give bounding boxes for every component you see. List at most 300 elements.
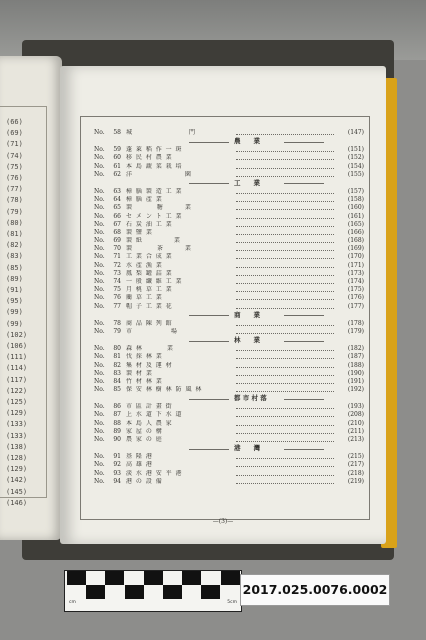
dot-leader xyxy=(236,403,334,409)
toc-entry xyxy=(94,386,364,394)
entry-page: (208) xyxy=(347,411,364,419)
toc-entry xyxy=(94,478,364,486)
toc-entry xyxy=(94,353,364,361)
dot-leader xyxy=(236,245,334,251)
scale-square xyxy=(105,571,124,585)
toc-entry xyxy=(94,370,364,378)
entry-title: 石 炭 油 工 業 xyxy=(126,220,173,228)
entry-page: (157) xyxy=(347,187,364,195)
section-heading-label: 港 灣 xyxy=(234,444,260,453)
section-heading-label: 工 業 xyxy=(234,178,260,187)
section-heading xyxy=(94,311,364,320)
page-number: —(3)— xyxy=(212,518,234,525)
entry-title: 水 產 漁 業 xyxy=(126,261,163,269)
entry-no-prefix: No. xyxy=(94,261,105,269)
entry-no-prefix: No. xyxy=(94,353,105,361)
entry-page: (174) xyxy=(347,278,364,285)
left-page-number: (129) xyxy=(6,409,28,418)
entry-number: 78 xyxy=(113,319,121,327)
entry-title: 製 鹽 業 xyxy=(126,228,153,236)
entry-number: 88 xyxy=(113,419,121,427)
scale-square xyxy=(105,585,124,599)
left-page-number: (122) xyxy=(6,386,28,395)
scale-square xyxy=(67,585,86,599)
entry-page: (175) xyxy=(347,286,364,294)
toc-entry xyxy=(94,286,364,294)
toc-entry xyxy=(94,253,364,261)
toc-entry xyxy=(94,362,364,370)
section-heading xyxy=(94,137,364,146)
scale-square xyxy=(144,585,163,599)
left-page-number: (77) xyxy=(6,185,23,194)
left-page-number: (74) xyxy=(6,151,23,160)
dot-leader xyxy=(236,213,334,219)
scale-square xyxy=(144,571,163,585)
entry-number: 87 xyxy=(113,411,121,419)
scale-square xyxy=(182,585,201,599)
entry-number: 58 xyxy=(113,129,121,136)
toc-entry xyxy=(94,270,364,278)
entry-title: 基 隆 港 xyxy=(126,453,153,461)
entry-number: 69 xyxy=(113,237,121,245)
left-page-number: (82) xyxy=(6,241,23,250)
entry-title: 伐 採 林 業 xyxy=(126,353,163,361)
entry-number: 76 xyxy=(113,294,121,302)
entry-no-prefix: No. xyxy=(94,237,105,245)
dot-leader xyxy=(236,411,334,417)
heading-rule-left xyxy=(189,399,229,400)
entry-title: 本 島 蔬 菜 栽 培 xyxy=(126,162,183,170)
left-page-number: (128) xyxy=(6,454,28,462)
left-page-number: (117) xyxy=(6,375,28,384)
heading-rule-right xyxy=(284,399,324,400)
left-page-number: (75) xyxy=(6,162,23,171)
entry-page: (151) xyxy=(347,146,364,154)
dot-leader xyxy=(236,420,334,426)
entry-page: (218) xyxy=(347,469,364,477)
right-page xyxy=(60,66,386,544)
left-page-number: (76) xyxy=(6,174,23,182)
dot-leader xyxy=(236,129,334,135)
entry-page: (155) xyxy=(347,170,364,178)
entry-no-prefix: No. xyxy=(94,129,105,136)
entry-no-prefix: No. xyxy=(94,146,105,154)
entry-no-prefix: No. xyxy=(94,154,105,162)
toc-entry xyxy=(94,453,364,461)
entry-page: (147) xyxy=(347,129,364,136)
entry-no-prefix: No. xyxy=(94,196,105,204)
dot-leader xyxy=(236,353,334,359)
left-page-number: (111) xyxy=(6,353,28,362)
heading-rule-left xyxy=(189,183,229,184)
entry-page: (178) xyxy=(347,319,364,327)
toc-entry xyxy=(94,320,364,328)
entry-number: 86 xyxy=(113,403,121,411)
section-heading-label: 林 業 xyxy=(234,336,260,345)
entry-title: 製 糖 業 xyxy=(126,204,192,212)
dot-leader xyxy=(236,478,334,484)
scale-square xyxy=(201,585,220,599)
left-page-number: (114) xyxy=(6,364,28,373)
left-page-number: (85) xyxy=(6,263,23,272)
entry-title: 移 民 村 農 業 xyxy=(126,154,173,162)
toc-entry xyxy=(94,188,364,196)
entry-title: 竹 材 林 業 xyxy=(126,377,163,385)
left-page-number: (99) xyxy=(6,308,23,317)
dot-leader xyxy=(236,253,334,259)
entry-number: 65 xyxy=(113,204,121,212)
heading-rule-right xyxy=(284,341,324,342)
color-scale-bar xyxy=(64,570,242,612)
entry-no-prefix: No. xyxy=(94,327,105,335)
left-page-number: (129) xyxy=(6,465,28,474)
left-page-number: (78) xyxy=(6,196,23,205)
entry-title: 森 林 業 xyxy=(126,345,174,353)
dot-leader xyxy=(236,204,334,210)
toc-entry xyxy=(94,436,364,444)
entry-page: (166) xyxy=(347,228,364,236)
heading-rule-left xyxy=(189,449,229,450)
heading-rule-right xyxy=(284,315,324,316)
left-page-number: (133) xyxy=(6,420,28,429)
left-page-number: (146) xyxy=(6,498,28,507)
entry-title: 港 の 設 備 xyxy=(126,477,163,485)
dot-leader xyxy=(236,345,334,351)
entry-number: 80 xyxy=(113,345,121,353)
entry-title: 淡 水 港 安 平 港 xyxy=(126,469,183,477)
toc-entry xyxy=(94,171,364,179)
section-heading xyxy=(94,444,364,453)
entry-page: (211) xyxy=(347,427,364,435)
entry-title: 樟 腦 製 造 工 業 xyxy=(126,187,183,195)
scale-square xyxy=(221,571,240,585)
entry-title: 洋 園 xyxy=(126,170,192,178)
entry-number: 73 xyxy=(113,269,121,277)
dot-leader xyxy=(236,470,334,476)
entry-number: 89 xyxy=(113,427,121,435)
entry-page: (210) xyxy=(347,419,364,427)
entry-title: セ メ ン ト 工 業 xyxy=(126,212,183,220)
entry-page: (173) xyxy=(347,269,364,277)
left-page-number: (66) xyxy=(6,118,23,126)
entry-number: 82 xyxy=(113,361,121,369)
scale-square xyxy=(86,585,105,599)
entry-title: 集 材 及 運 材 xyxy=(126,361,173,369)
entry-no-prefix: No. xyxy=(94,162,105,170)
entry-title: 商 品 陳 列 館 xyxy=(126,319,173,327)
entry-number: 59 xyxy=(113,146,121,154)
dot-leader xyxy=(236,146,334,152)
entry-page: (188) xyxy=(347,361,364,369)
entry-page: (182) xyxy=(347,345,364,353)
scale-square xyxy=(125,585,144,599)
dot-leader xyxy=(236,163,334,169)
toc-entry xyxy=(94,411,364,419)
entry-number: 75 xyxy=(113,286,121,294)
entry-page: (171) xyxy=(347,261,364,269)
dot-leader xyxy=(236,188,334,194)
left-page-number: (69) xyxy=(6,129,23,138)
entry-no-prefix: No. xyxy=(94,427,105,435)
entry-page: (165) xyxy=(347,220,364,228)
toc-entry xyxy=(94,163,364,171)
toc-entry xyxy=(94,403,364,411)
entry-title: 市 場 xyxy=(126,327,178,335)
entry-title: 高 雄 港 xyxy=(126,461,153,469)
entry-page: (154) xyxy=(347,162,364,170)
entry-no-prefix: No. xyxy=(94,386,105,394)
table-of-contents xyxy=(94,129,364,486)
entry-page: (152) xyxy=(347,154,364,162)
toc-entry xyxy=(94,461,364,469)
left-page-number: (99) xyxy=(6,319,23,328)
entry-title: 本 島 人 農 家 xyxy=(126,419,173,427)
heading-rule-left xyxy=(189,142,229,143)
entry-no-prefix: No. xyxy=(94,294,105,302)
entry-number: 93 xyxy=(113,469,121,477)
entry-no-prefix: No. xyxy=(94,204,105,212)
entry-title: 工 業 合 成 業 xyxy=(126,253,173,261)
entry-no-prefix: No. xyxy=(94,477,105,485)
entry-no-prefix: No. xyxy=(94,345,105,353)
entry-title: 保 安 林 樹 林 防 風 林 xyxy=(126,386,203,394)
toc-entry xyxy=(94,278,364,286)
entry-no-prefix: No. xyxy=(94,403,105,411)
entry-page: (160) xyxy=(347,204,364,212)
dot-leader xyxy=(236,362,334,368)
toc-entry xyxy=(94,294,364,302)
heading-rule-left xyxy=(189,315,229,316)
dot-leader xyxy=(236,286,334,292)
entry-number: 70 xyxy=(113,245,121,253)
entry-no-prefix: No. xyxy=(94,269,105,277)
entry-no-prefix: No. xyxy=(94,469,105,477)
entry-number: 85 xyxy=(113,386,121,394)
toc-entry xyxy=(94,213,364,221)
entry-number: 90 xyxy=(113,436,121,443)
entry-title: 樟 腦 產 業 xyxy=(126,196,163,204)
section-heading-label: 商 業 xyxy=(234,310,260,319)
entry-page: (213) xyxy=(347,436,364,443)
dot-leader xyxy=(236,237,334,243)
scale-square xyxy=(221,585,240,599)
entry-no-prefix: No. xyxy=(94,461,105,469)
entry-page: (193) xyxy=(347,403,364,411)
toc-entry xyxy=(94,303,364,311)
heading-rule-right xyxy=(284,183,324,184)
left-page-number: (106) xyxy=(6,342,28,350)
left-page-number: (142) xyxy=(6,476,28,485)
dot-leader xyxy=(236,386,334,392)
entry-number: 62 xyxy=(113,170,121,178)
entry-number: 92 xyxy=(113,461,121,469)
entry-no-prefix: No. xyxy=(94,286,105,294)
entry-no-prefix: No. xyxy=(94,170,105,178)
scale-right-label: 5cm xyxy=(227,600,237,605)
dot-leader xyxy=(236,328,334,334)
dot-leader xyxy=(236,294,334,300)
dot-leader xyxy=(236,196,334,202)
toc-entry xyxy=(94,221,364,229)
entry-page: (217) xyxy=(347,461,364,469)
left-page-number: (80) xyxy=(6,218,23,227)
scale-square xyxy=(163,585,182,599)
toc-entry xyxy=(94,196,364,204)
entry-number: 94 xyxy=(113,477,121,485)
left-page-number: (81) xyxy=(6,230,23,238)
entry-no-prefix: No. xyxy=(94,187,105,195)
left-page-number: (125) xyxy=(6,398,28,406)
entry-no-prefix: No. xyxy=(94,245,105,253)
entry-no-prefix: No. xyxy=(94,319,105,327)
entry-no-prefix: No. xyxy=(94,453,105,461)
accession-number-label: 2017.025.0076.0002 xyxy=(240,574,390,606)
entry-no-prefix: No. xyxy=(94,220,105,228)
entry-number: 72 xyxy=(113,261,121,269)
scale-square xyxy=(86,571,105,585)
entry-page: (169) xyxy=(347,245,364,253)
entry-title: 一 般 纖 維 工 業 xyxy=(126,278,183,285)
entry-title: 製 材 業 xyxy=(126,369,153,377)
entry-title: 家 屋 の 構 xyxy=(126,427,163,435)
entry-number: 64 xyxy=(113,196,121,204)
toc-entry xyxy=(94,470,364,478)
heading-rule-right xyxy=(284,142,324,143)
entry-page: (191) xyxy=(347,377,364,385)
entry-page: (161) xyxy=(347,212,364,220)
entry-page: (168) xyxy=(347,237,364,245)
entry-no-prefix: No. xyxy=(94,212,105,220)
dot-leader xyxy=(236,428,334,434)
section-heading xyxy=(94,179,364,188)
scale-square xyxy=(67,571,86,585)
entry-number: 81 xyxy=(113,353,121,361)
entry-page: (179) xyxy=(347,327,364,335)
toc-entry xyxy=(94,378,364,386)
dot-leader xyxy=(236,154,334,160)
entry-title: 製 茶 業 xyxy=(126,245,192,253)
toc-entry xyxy=(94,328,364,336)
toc-entry xyxy=(94,428,364,436)
entry-page: (176) xyxy=(347,294,364,302)
section-heading-label: 農 業 xyxy=(234,137,260,146)
heading-rule-right xyxy=(284,449,324,450)
scale-square xyxy=(201,571,220,585)
scale-square xyxy=(163,571,182,585)
scale-square xyxy=(182,571,201,585)
dot-leader xyxy=(236,303,334,309)
entry-page: (158) xyxy=(347,196,364,204)
entry-page: (170) xyxy=(347,253,364,261)
left-page-number: (89) xyxy=(6,274,23,283)
heading-rule-left xyxy=(189,341,229,342)
entry-number: 91 xyxy=(113,453,121,461)
entry-no-prefix: No. xyxy=(94,411,105,419)
dot-leader xyxy=(236,262,334,268)
dot-leader xyxy=(236,171,334,177)
toc-entry xyxy=(94,345,364,353)
entry-page: (177) xyxy=(347,302,364,310)
entry-title: 帽 子 工 業 花 xyxy=(126,302,173,310)
toc-entry xyxy=(94,229,364,237)
section-heading xyxy=(94,336,364,345)
entry-no-prefix: No. xyxy=(94,419,105,427)
dot-leader xyxy=(236,436,334,442)
entry-no-prefix: No. xyxy=(94,361,105,369)
toc-entry xyxy=(94,420,364,428)
entry-number: 67 xyxy=(113,220,121,228)
left-page-number: (91) xyxy=(6,286,23,294)
entry-number: 84 xyxy=(113,377,121,385)
dot-leader xyxy=(236,229,334,235)
dot-leader xyxy=(236,221,334,227)
entry-page: (215) xyxy=(347,453,364,461)
entry-number: 68 xyxy=(113,228,121,236)
entry-number: 71 xyxy=(113,253,121,261)
left-page-number: (83) xyxy=(6,252,23,261)
scale-left-label: cm xyxy=(69,600,76,605)
toc-entry xyxy=(94,154,364,162)
entry-title: 城 門 xyxy=(126,129,197,136)
entry-number: 77 xyxy=(113,302,121,310)
left-page-number: (71) xyxy=(6,140,23,149)
entry-number: 61 xyxy=(113,162,121,170)
left-page-number: (79) xyxy=(6,207,23,216)
left-page-number: (102) xyxy=(6,330,28,339)
dot-leader xyxy=(236,278,334,284)
left-page-number: (138) xyxy=(6,442,28,451)
section-heading xyxy=(94,394,364,403)
entry-number: 79 xyxy=(113,327,121,335)
toc-entry xyxy=(94,146,364,154)
dot-leader xyxy=(236,378,334,384)
dot-leader xyxy=(236,270,334,276)
entry-page: (187) xyxy=(347,353,364,361)
entry-title: 市 區 計 畫 街 xyxy=(126,403,173,411)
left-page-number: (145) xyxy=(6,487,28,496)
dot-leader xyxy=(236,453,334,459)
entry-title: 藺 草 工 業 xyxy=(126,294,163,302)
entry-page: (219) xyxy=(347,477,364,485)
toc-entry xyxy=(94,129,364,137)
toc-entry xyxy=(94,262,364,270)
entry-number: 66 xyxy=(113,212,121,220)
entry-number: 63 xyxy=(113,187,121,195)
entry-no-prefix: No. xyxy=(94,369,105,377)
entry-number: 83 xyxy=(113,369,121,377)
section-heading-label: 都 市 村 落 xyxy=(234,394,267,403)
toc-entry xyxy=(94,245,364,253)
entry-no-prefix: No. xyxy=(94,228,105,236)
entry-no-prefix: No. xyxy=(94,278,105,285)
left-page-number: (133) xyxy=(6,431,28,440)
scale-square xyxy=(125,571,144,585)
entry-number: 74 xyxy=(113,278,121,285)
entry-page: (192) xyxy=(347,386,364,394)
entry-number: 60 xyxy=(113,154,121,162)
left-page xyxy=(0,56,62,540)
entry-no-prefix: No. xyxy=(94,302,105,310)
entry-no-prefix: No. xyxy=(94,436,105,443)
toc-entry xyxy=(94,237,364,245)
entry-title: 上 水 道 下 水 道 xyxy=(126,411,183,419)
entry-title: 蓬 萊 稻 作 一 斑 xyxy=(126,146,183,154)
entry-title: 月 桃 草 工 業 xyxy=(126,286,173,294)
left-page-number: (95) xyxy=(6,297,23,306)
entry-title: 製 紙 業 xyxy=(126,237,181,245)
dot-leader xyxy=(236,461,334,467)
dot-leader xyxy=(236,370,334,376)
